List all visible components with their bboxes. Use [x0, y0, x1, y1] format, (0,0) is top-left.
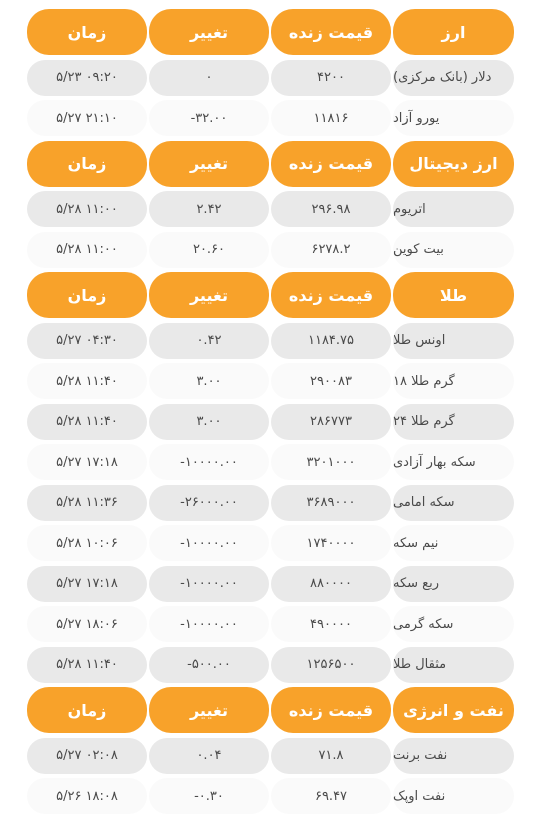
- time-column-header: زمان: [27, 687, 147, 733]
- section-title: ارز: [393, 9, 514, 55]
- update-time: ۵/۲۷ ۱۸:۰۶: [27, 606, 147, 642]
- live-price: ۸۸۰۰۰۰: [271, 566, 391, 602]
- section-title: طلا: [393, 272, 514, 318]
- update-time: ۵/۲۸ ۱۱:۰۰: [27, 232, 147, 268]
- time-column-header: زمان: [27, 141, 147, 187]
- item-name: بیت کوین: [393, 232, 514, 268]
- live-price: ۲۹۶.۹۸: [271, 191, 391, 227]
- price-column-header: قیمت زنده: [271, 9, 391, 55]
- item-name: دلار (بانک مرکزی): [393, 60, 514, 96]
- price-change: ۲.۴۲: [149, 191, 269, 227]
- item-name: اتریوم: [393, 191, 514, 227]
- change-column-header: تغییر: [149, 141, 269, 187]
- time-column-header: زمان: [27, 9, 147, 55]
- item-name: سکه امامی: [393, 485, 514, 521]
- table-row: [0, 566, 538, 602]
- update-time: ۵/۲۸ ۱۱:۰۰: [27, 191, 147, 227]
- item-name: گرم طلا ۱۸: [393, 363, 514, 399]
- update-time: ۵/۲۳ ۰۹:۲۰: [27, 60, 147, 96]
- price-change: ۳.۰۰: [149, 363, 269, 399]
- live-price: ۱۱۸۴.۷۵: [271, 323, 391, 359]
- item-name: نفت برنت: [393, 738, 514, 774]
- update-time: ۵/۲۸ ۱۱:۳۶: [27, 485, 147, 521]
- update-time: ۵/۲۷ ۱۷:۱۸: [27, 566, 147, 602]
- price-change: -۱۰۰۰۰.۰۰: [149, 525, 269, 561]
- live-price: ۴۲۰۰: [271, 60, 391, 96]
- section-header: [0, 272, 538, 318]
- section-header: [0, 9, 538, 55]
- change-column-header: تغییر: [149, 272, 269, 318]
- table-row: [0, 444, 538, 480]
- table-row: [0, 647, 538, 683]
- live-price: ۱۱۸۱۶: [271, 100, 391, 136]
- price-change: ۰.۰۴: [149, 738, 269, 774]
- change-column-header: تغییر: [149, 9, 269, 55]
- item-name: سکه بهار آزادی: [393, 444, 514, 480]
- price-change: ۲۰.۶۰: [149, 232, 269, 268]
- update-time: ۵/۲۸ ۱۰:۰۶: [27, 525, 147, 561]
- live-price: ۳۶۸۹۰۰۰: [271, 485, 391, 521]
- table-row: [0, 100, 538, 136]
- update-time: ۵/۲۸ ۱۱:۴۰: [27, 647, 147, 683]
- table-row: [0, 738, 538, 774]
- table-row: [0, 60, 538, 96]
- table-row: [0, 778, 538, 814]
- update-time: ۵/۲۸ ۱۱:۴۰: [27, 404, 147, 440]
- price-column-header: قیمت زنده: [271, 272, 391, 318]
- time-column-header: زمان: [27, 272, 147, 318]
- item-name: سکه گرمی: [393, 606, 514, 642]
- live-price: ۳۲۰۱۰۰۰: [271, 444, 391, 480]
- price-change: -۰.۳۰: [149, 778, 269, 814]
- price-change: ۰.۴۲: [149, 323, 269, 359]
- live-price: ۶۲۷۸.۲: [271, 232, 391, 268]
- table-row: [0, 404, 538, 440]
- price-change: -۱۰۰۰۰.۰۰: [149, 444, 269, 480]
- section-title: ارز دیجیتال: [393, 141, 514, 187]
- table-row: [0, 606, 538, 642]
- price-change: -۱۰۰۰۰.۰۰: [149, 606, 269, 642]
- price-change: ۳.۰۰: [149, 404, 269, 440]
- update-time: ۵/۲۷ ۱۷:۱۸: [27, 444, 147, 480]
- live-price: ۱۷۴۰۰۰۰: [271, 525, 391, 561]
- table-row: [0, 363, 538, 399]
- table-row: [0, 232, 538, 268]
- table-row: [0, 525, 538, 561]
- price-change: ۰: [149, 60, 269, 96]
- live-price: ۴۹۰۰۰۰: [271, 606, 391, 642]
- live-price: ۶۹.۴۷: [271, 778, 391, 814]
- section-header: [0, 141, 538, 187]
- price-column-header: قیمت زنده: [271, 687, 391, 733]
- live-price: ۲۸۶۷۷۳: [271, 404, 391, 440]
- item-name: نفت اوپک: [393, 778, 514, 814]
- price-change: -۳۲.۰۰: [149, 100, 269, 136]
- update-time: ۵/۲۷ ۲۱:۱۰: [27, 100, 147, 136]
- price-change: -۱۰۰۰۰.۰۰: [149, 566, 269, 602]
- update-time: ۵/۲۶ ۱۸:۰۸: [27, 778, 147, 814]
- item-name: نیم سکه: [393, 525, 514, 561]
- live-price: ۱۲۵۶۵۰۰: [271, 647, 391, 683]
- table-row: [0, 191, 538, 227]
- section-title: نفت و انرژی: [393, 687, 514, 733]
- item-name: مثقال طلا: [393, 647, 514, 683]
- price-column-header: قیمت زنده: [271, 141, 391, 187]
- item-name: اونس طلا: [393, 323, 514, 359]
- item-name: ربع سکه: [393, 566, 514, 602]
- live-price: ۲۹۰۰۸۳: [271, 363, 391, 399]
- update-time: ۵/۲۷ ۰۲:۰۸: [27, 738, 147, 774]
- update-time: ۵/۲۸ ۱۱:۴۰: [27, 363, 147, 399]
- table-row: [0, 323, 538, 359]
- section-header: [0, 687, 538, 733]
- table-row: [0, 485, 538, 521]
- change-column-header: تغییر: [149, 687, 269, 733]
- update-time: ۵/۲۷ ۰۴:۳۰: [27, 323, 147, 359]
- price-change: -۲۶۰۰۰.۰۰: [149, 485, 269, 521]
- price-change: -۵۰۰.۰۰: [149, 647, 269, 683]
- item-name: یورو آزاد: [393, 100, 514, 136]
- live-price: ۷۱.۸: [271, 738, 391, 774]
- item-name: گرم طلا ۲۴: [393, 404, 514, 440]
